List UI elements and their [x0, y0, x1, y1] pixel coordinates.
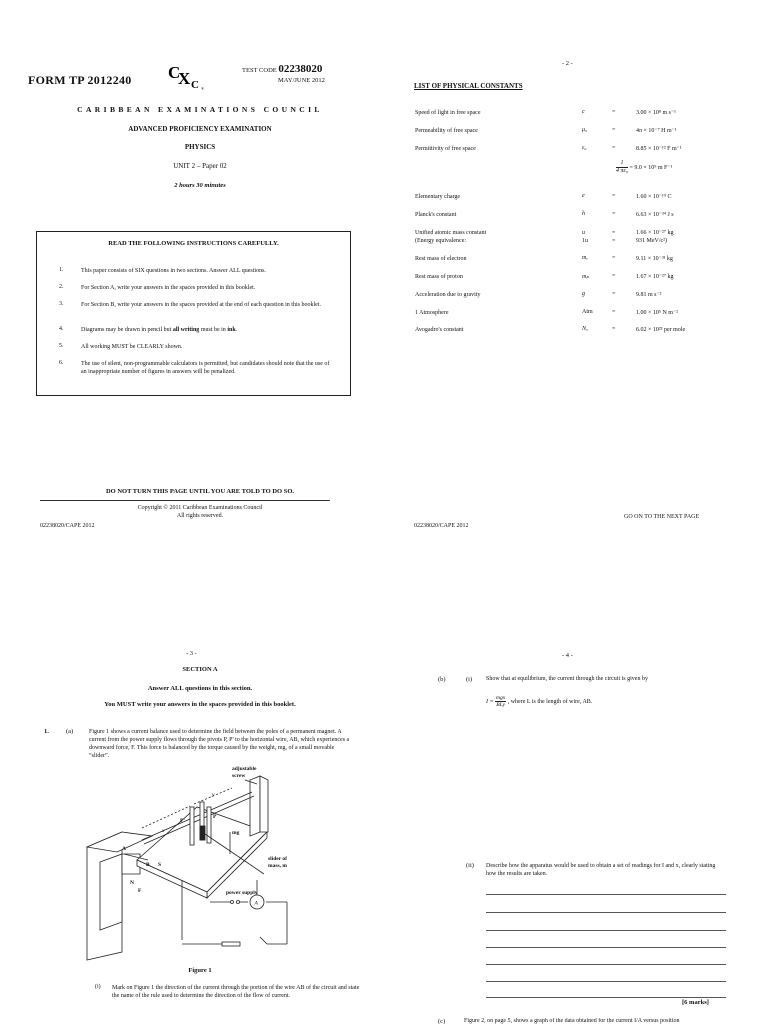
question-part: (c) [438, 1018, 446, 1024]
page-footer: 02238020/CAPE 2012 [414, 523, 469, 529]
label-p-prime: P' [180, 818, 185, 824]
constant-symbol [582, 229, 588, 245]
constant-value: 9.11 × 10⁻³¹ kg [636, 256, 673, 262]
constant-name-line: Unified atomic mass constant [415, 230, 487, 236]
question-part: (a) [66, 728, 74, 735]
label-slider: slider of [268, 856, 287, 862]
label-y: y [212, 792, 215, 798]
duration: 2 hours 30 minutes [174, 182, 226, 189]
constant-value: 1.67 × 10⁻²⁷ kg [636, 274, 674, 280]
constant-value [636, 229, 673, 245]
equals-sign: = [612, 145, 616, 151]
page-number: - 2 - [562, 60, 573, 67]
label-p: P [213, 814, 217, 820]
divider [40, 500, 330, 501]
equals-sign: = [612, 326, 616, 332]
label-x: x [162, 828, 165, 834]
equals-sign [612, 229, 615, 245]
section-instruction: You MUST write your answers in the spaces provided in this booklet. [104, 701, 296, 708]
constant-value: 3.00 × 10⁸ m s⁻¹ [636, 110, 676, 116]
constant-value: 4π × 10⁻⁷ H m⁻¹ [636, 128, 677, 134]
symbol-line: 1u [582, 238, 588, 244]
equation-tail: , where L is the length of wire, AB. [507, 698, 593, 705]
constant-name: Permeability of free space [415, 128, 478, 134]
go-on-notice: GO ON TO THE NEXT PAGE [624, 514, 700, 520]
council-name: CARIBBEAN EXAMINATIONS COUNCIL [77, 105, 323, 114]
slider [200, 826, 205, 840]
subquestion-number: (i) [466, 676, 473, 683]
instruction-number: 4. [59, 326, 64, 332]
fraction-denominator: 4 πε₀ [616, 168, 628, 174]
answer-line[interactable] [486, 997, 726, 998]
constant-symbol: c [582, 109, 585, 115]
label-ammeter: A [254, 900, 258, 907]
label-screw: screw [232, 773, 246, 779]
instruction-text: All working MUST be CLEARLY shown. [81, 344, 183, 350]
label-adjustable: adjustable [232, 766, 257, 772]
page-1-cover [0, 0, 384, 540]
answer-line[interactable] [486, 981, 726, 982]
test-code-line [242, 63, 322, 75]
marks-allocation: [6 marks] [682, 999, 709, 1006]
label-slider-mass: mass, m [268, 863, 287, 869]
value-line: 1.66 × 10⁻²⁷ kg [636, 230, 674, 236]
form-number: FORM TP 2012240 [28, 73, 132, 87]
equals-line: = [612, 238, 616, 244]
constant-symbol: mₑ [582, 255, 588, 261]
terminal [237, 901, 240, 904]
constant-symbol: Nₐ [582, 326, 588, 332]
answer-line[interactable] [486, 930, 726, 931]
instruction-number: 3. [59, 301, 64, 307]
subquestion-text: Describe how the apparatus would be used to obtain a set of readings for I and x, clearly stating how the results are taken. [486, 863, 716, 877]
answer-line[interactable] [486, 947, 726, 948]
equation-lhs: I = [486, 698, 494, 705]
coulomb-constant [616, 160, 672, 175]
subquestion-text: Show that at equilibrium, the current through the circuit is given by [486, 676, 648, 682]
page-2-constants [384, 0, 768, 540]
constant-value: 1.00 × 10⁵ N m⁻² [636, 310, 678, 316]
instruction-number: 5. [59, 343, 64, 349]
constant-value: 6.02 × 10²³ per mole [636, 327, 686, 333]
switch [260, 937, 267, 944]
cell [222, 942, 240, 946]
label-b: B [146, 862, 150, 868]
fraction-numerator: 1 [616, 160, 628, 168]
coulomb-fraction [616, 160, 628, 175]
constant-name: Avogadro's constant [415, 327, 464, 333]
label-a: A [122, 846, 126, 852]
subquestion-number: (ii) [466, 862, 474, 869]
screw-post-side [260, 776, 268, 832]
svg-text:X: X [178, 69, 191, 88]
section-instruction: Answer ALL questions in this section. [147, 685, 253, 692]
constant-name: Acceleration due to gravity [415, 292, 481, 298]
exam-session: MAY/JUNE 2012 [278, 77, 325, 84]
equation-fraction [495, 695, 506, 708]
instruction-text: For Section B, write your answers in the spaces provided at the end of each question in this booklet. [81, 302, 321, 308]
answer-line[interactable] [486, 894, 726, 895]
constants-title: LIST OF PHYSICAL CONSTANTS [414, 82, 523, 90]
question-text: Figure 2, on page 5, shows a graph of the data obtained for the current I/A versus position [464, 1018, 680, 1024]
exam-title: ADVANCED PROFICIENCY EXAMINATION [128, 125, 272, 133]
constant-name: Planck's constant [415, 212, 457, 218]
instruction-text: For Section A, write your answers in the spaces provided in this booklet. [81, 285, 256, 291]
constant-value: 6.63 × 10⁻³⁴ J s [636, 212, 674, 218]
page-number: - 3 - [186, 650, 197, 657]
constant-name: Rest mass of electron [415, 256, 467, 262]
answer-line[interactable] [486, 912, 726, 913]
question-part: (b) [438, 676, 446, 683]
svg-text:C: C [168, 63, 181, 82]
constant-symbol: g [582, 291, 585, 297]
constant-name: Permittivity of free space [415, 146, 476, 152]
copyright-line: Copyright © 2011 Caribbean Examinations Council [137, 505, 263, 511]
equals-sign: = [612, 193, 616, 199]
do-not-turn-notice: DO NOT TURN THIS PAGE UNTIL YOU ARE TOLD TO DO SO. [105, 488, 295, 495]
fraction-denominator: BLy [496, 702, 505, 708]
copyright [0, 504, 384, 520]
magnet-inner [100, 854, 122, 930]
pivot [190, 807, 194, 845]
label-mg: mg [232, 830, 240, 836]
instructions-box [36, 231, 351, 396]
page-footer: 02238020/CAPE 2012 [40, 523, 95, 529]
constant-value: 1.60 × 10⁻¹⁹ C [636, 194, 672, 200]
instruction-text: The use of silent, non-programmable calculators is permitted, but candidates should note that the use of an inappropriate number of figures in answers will be penalized. [81, 361, 330, 375]
constant-symbol: mₚ [582, 274, 589, 280]
equation [486, 695, 592, 708]
constant-name: Speed of light in free space [415, 110, 481, 116]
figure-caption: Figure 1 [188, 967, 212, 974]
test-code-label: TEST CODE [242, 67, 277, 74]
instructions-title: READ THE FOLLOWING INSTRUCTIONS CAREFULLY. [108, 240, 279, 247]
constant-symbol: e [582, 193, 585, 199]
subject: PHYSICS [184, 143, 216, 151]
equals-sign: = [612, 255, 616, 261]
figure-current-balance [82, 762, 312, 962]
svg-text:C: C [191, 79, 199, 91]
question-number: 1. [44, 728, 49, 735]
constant-name [415, 229, 486, 245]
subquestion-number: (i) [95, 984, 101, 990]
constant-symbol: h [582, 211, 585, 217]
section-heading: SECTION A [182, 666, 218, 673]
value-line: 931 MeV/c²) [636, 238, 667, 244]
page-3-section-a [0, 540, 384, 1024]
label-power-supply: power supply [226, 890, 258, 896]
svg-text:®: ® [201, 86, 205, 91]
instruction-number: 1. [59, 267, 64, 273]
instruction-number: 6. [59, 360, 64, 366]
constant-symbol: μ₀ [582, 127, 588, 133]
constant-value: 8.85 × 10⁻¹² F m⁻¹ [636, 146, 682, 152]
page-number: - 4 - [562, 652, 573, 659]
equals-sign: = [612, 309, 616, 315]
equals-sign: = [612, 291, 616, 297]
instruction-number: 2. [59, 284, 64, 290]
equals-sign: = [612, 211, 616, 217]
test-code: 02238020 [278, 63, 323, 75]
constant-name: 1 Atmosphere [415, 310, 449, 316]
constant-name: Rest mass of proton [415, 274, 463, 280]
label-s: S [158, 862, 162, 868]
instruction-text: This paper consists of SIX questions in two sections. Answer ALL questions. [81, 268, 266, 274]
constant-name: Elementary charge [415, 194, 461, 200]
rights-line: All rights reserved. [176, 513, 224, 519]
constant-symbol: ε₀ [582, 145, 587, 151]
page-4-question [384, 540, 768, 1024]
symbol-line: u [582, 230, 585, 236]
equals-sign: = [612, 273, 616, 279]
label-n: N [130, 880, 134, 886]
cxc-logo [166, 62, 208, 92]
question-text: Figure 1 shows a current balance used to determine the field between the poles of a permanent magnet. A current from the power supply flows through the pivots P, P' to the horizontal wire, AB, which experiences a downward force, F. This force is balanced by the torque caused by the weight, mg, of a small movable “slider”. [89, 729, 350, 759]
equals-sign: = [612, 127, 616, 133]
constant-symbol: Atm [582, 309, 593, 315]
coulomb-value: = 9.0 × 10⁹ m F⁻¹ [629, 164, 673, 171]
constant-name-line: (Energy equivalence: [415, 238, 467, 244]
terminal [231, 901, 234, 904]
instruction-text: Diagrams may be drawn in pencil but all writing must be in ink. [81, 327, 238, 333]
fraction-numerator: mgx [496, 695, 506, 701]
equals-sign: = [612, 109, 616, 115]
screw-post [250, 776, 260, 836]
constant-value: 9.81 m s⁻² [636, 292, 662, 298]
subquestion-text: Mark on Figure 1 the direction of the current through the portion of the wire AB of the circuit and state the name of the rule used to determine the direction of the flow of current. [112, 985, 360, 999]
label-f: F [138, 888, 142, 894]
magnet-top [87, 832, 152, 852]
unit-paper: UNIT 2 – Paper 02 [173, 162, 227, 170]
equals-line: = [612, 230, 616, 236]
answer-line[interactable] [486, 964, 726, 965]
